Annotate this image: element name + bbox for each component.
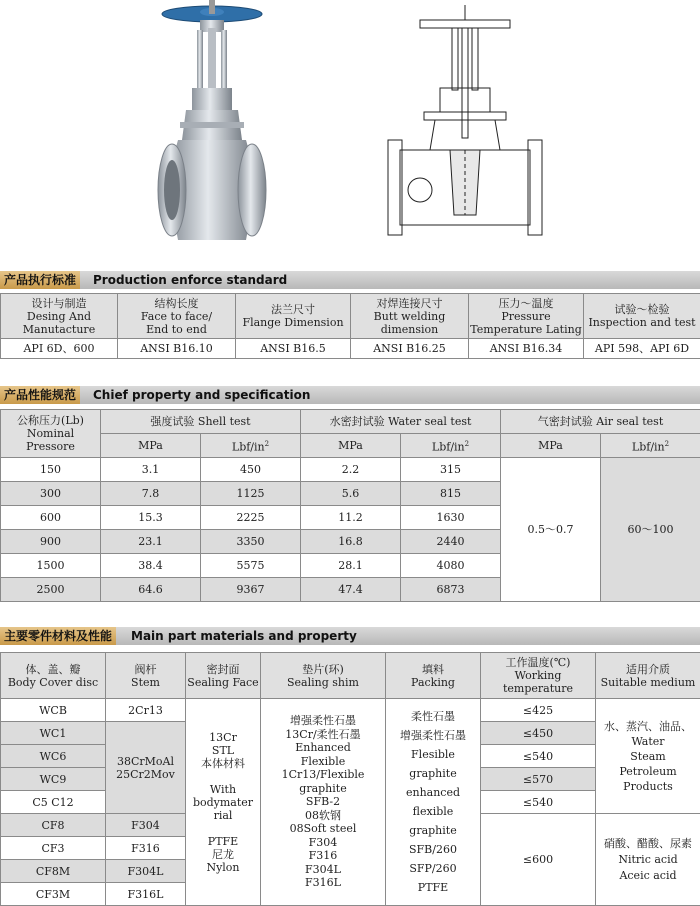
cell: ANSI B16.5 <box>236 339 351 359</box>
cell: WCB <box>1 699 106 722</box>
cell: 4080 <box>401 554 501 578</box>
cell: 450 <box>201 458 301 482</box>
cell: 3350 <box>201 530 301 554</box>
unit-mpa: MPa <box>101 434 201 458</box>
cell: 1500 <box>1 554 101 578</box>
section-title-en: Chief property and specification <box>93 386 310 404</box>
cell: F304L <box>106 860 186 883</box>
cell: F316L <box>106 883 186 906</box>
section-title-en: Production enforce standard <box>93 271 287 289</box>
cell: 150 <box>1 458 101 482</box>
cell: 47.4 <box>301 578 401 602</box>
cell: ≤540 <box>481 791 596 814</box>
cell: ≤570 <box>481 768 596 791</box>
cell: WC9 <box>1 768 106 791</box>
packing-cell: 柔性石墨 增强柔性石墨 Flesible graphite enhanced flexible graphite SFB/260 SFP/260 PTFE <box>386 699 481 906</box>
header-working-temp: 工作温度(℃) Working temperature <box>481 653 596 699</box>
header-body: 体、盖、瓣 Body Cover disc <box>1 653 106 699</box>
cell: API 598、API 6D <box>584 339 700 359</box>
unit-mpa: MPa <box>501 434 601 458</box>
cell: ANSI B16.10 <box>118 339 236 359</box>
header-butt-welding: 对焊连接尺寸 Butt welding dimension <box>351 294 469 339</box>
header-sealing-face: 密封面 Sealing Face <box>186 653 261 699</box>
cell: ≤425 <box>481 699 596 722</box>
header-pressure-temp: 压力～温度 Pressure Temperature Lating <box>469 294 584 339</box>
cell: 900 <box>1 530 101 554</box>
section-header-materials <box>0 627 700 645</box>
cell: ANSI B16.34 <box>469 339 584 359</box>
cell: API 6D、600 <box>1 339 118 359</box>
materials-table <box>0 652 700 906</box>
stem-b-cell: 38CrMoAl 25Cr2Mov <box>106 722 186 814</box>
air-mpa-cell: 0.5～0.7 <box>501 458 601 602</box>
header-sealing-shim: 垫片(环) Sealing shim <box>261 653 386 699</box>
cell: 38.4 <box>101 554 201 578</box>
unit-lbf: Lbf/$in^2$ <box>401 434 501 458</box>
cell: 1125 <box>201 482 301 506</box>
cell: ≤450 <box>481 722 596 745</box>
cell: WC6 <box>1 745 106 768</box>
section-header-property <box>0 386 700 404</box>
table-row <box>1 699 700 722</box>
standard-table <box>0 293 700 359</box>
cell: 9367 <box>201 578 301 602</box>
section-title-cn: 主要零件材料及性能 <box>0 627 116 645</box>
sealing-face-cell: 13Cr STL 本体材料 With bodymater rial PTFE 尼龙 Nylon <box>186 699 261 906</box>
section-title-en: Main part materials and property <box>131 627 357 645</box>
header-packing: 填料 Packing <box>386 653 481 699</box>
table-header-row <box>1 410 700 434</box>
unit-lbf: Lbf/$in^2$ <box>201 434 301 458</box>
cell: 28.1 <box>301 554 401 578</box>
table-row <box>1 458 700 482</box>
cell: 64.6 <box>101 578 201 602</box>
cell: 3.1 <box>101 458 201 482</box>
table-header-row <box>1 294 700 339</box>
section-title-cn: 产品性能规范 <box>0 386 80 404</box>
table-header-row <box>1 653 700 699</box>
header-water-seal: 水密封试验 Water seal test <box>301 410 501 434</box>
air-lbf-cell: 60～100 <box>601 458 700 602</box>
cell: 2Cr13 <box>106 699 186 722</box>
cell: 6873 <box>401 578 501 602</box>
cell: 2500 <box>1 578 101 602</box>
table-row <box>1 339 700 359</box>
header-air-seal: 气密封试验 Air seal test <box>501 410 700 434</box>
cell: 5575 <box>201 554 301 578</box>
temp-600-cell: ≤600 <box>481 814 596 906</box>
section-title-cn: 产品执行标准 <box>0 271 80 289</box>
cell: CF8M <box>1 860 106 883</box>
cell: CF3 <box>1 837 106 860</box>
cell: 7.8 <box>101 482 201 506</box>
header-design: 设计与制造 Desing And Manutacture <box>1 294 118 339</box>
cell: 23.1 <box>101 530 201 554</box>
cell: F304 <box>106 814 186 837</box>
header-nominal-pressure: 公称压力(Lb) Nominal Pressore <box>1 410 101 458</box>
cell: ≤540 <box>481 745 596 768</box>
cell: CF3M <box>1 883 106 906</box>
header-inspection: 试验～检验 Inspection and test <box>584 294 700 339</box>
valve-cross-section-drawing <box>380 0 550 250</box>
cell: ANSI B16.25 <box>351 339 469 359</box>
cell: WC1 <box>1 722 106 745</box>
property-table <box>0 409 700 602</box>
header-stem: 阀杆 Stem <box>106 653 186 699</box>
cell: 2440 <box>401 530 501 554</box>
section-header-standard <box>0 271 700 289</box>
cell: 600 <box>1 506 101 530</box>
medium-b-cell: 硝酸、醋酸、尿素 Nitric acid Aceic acid <box>596 814 700 906</box>
header-flange: 法兰尺寸 Flange Dimension <box>236 294 351 339</box>
header-shell-test: 强度试验 Shell test <box>101 410 301 434</box>
cell: 815 <box>401 482 501 506</box>
cell: 11.2 <box>301 506 401 530</box>
table-unit-row <box>1 434 700 458</box>
cell: 2.2 <box>301 458 401 482</box>
cell: CF8 <box>1 814 106 837</box>
cell: 5.6 <box>301 482 401 506</box>
header-medium: 适用介质 Suitable medium <box>596 653 700 699</box>
cell: 315 <box>401 458 501 482</box>
medium-a-cell: 水、蒸汽、油品、 Water Steam Petroleum Products <box>596 699 700 814</box>
unit-lbf: Lbf/$in^2$ <box>601 434 700 458</box>
sealing-shim-cell: 增强柔性石墨 13Cr/柔性石墨 Enhanced Flexible 1Cr13/Flexible graphite SFB-2 08软钢 08Soft steel F304 F316 F304L F316L <box>261 699 386 906</box>
valve-photo <box>150 0 280 250</box>
cell: 15.3 <box>101 506 201 530</box>
header-face-to-face: 结构长度 Face to face/ End to end <box>118 294 236 339</box>
cell: 16.8 <box>301 530 401 554</box>
unit-mpa: MPa <box>301 434 401 458</box>
cell: 1630 <box>401 506 501 530</box>
cell: F316 <box>106 837 186 860</box>
cell: C5 C12 <box>1 791 106 814</box>
cell: 300 <box>1 482 101 506</box>
cell: 2225 <box>201 506 301 530</box>
